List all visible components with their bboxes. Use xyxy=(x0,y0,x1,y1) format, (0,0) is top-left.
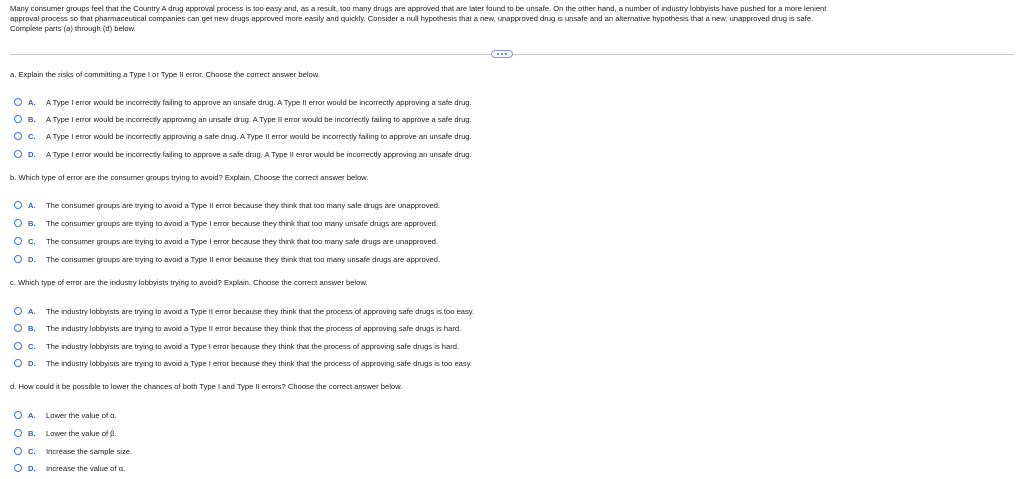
radio-button[interactable] xyxy=(14,464,22,472)
question-d-option-c[interactable] xyxy=(14,445,132,457)
option-letter: B. xyxy=(28,428,36,438)
option-text: The industry lobbyists are trying to avoid a Type II error because they think that the process of approving safe drugs is too easy. xyxy=(46,306,475,316)
option-text: A Type I error would be incorrectly failing to approve an unsafe drug. A Type II error would be incorrectly approving a safe drug. xyxy=(46,97,472,107)
option-text: Increase the value of α. xyxy=(46,463,126,473)
option-text: The industry lobbyists are trying to avoid a Type I error because they think that the process of approving safe drugs is hard. xyxy=(46,341,460,351)
option-text: The consumer groups are trying to avoid a Type I error because they think that too many unsafe drugs are approved. xyxy=(46,218,439,228)
problem-statement xyxy=(10,4,1015,34)
option-letter: A. xyxy=(28,97,36,107)
question-b-prompt: b. Which type of error are the consumer groups trying to avoid? Explain. Choose the correct answer below. xyxy=(10,173,369,182)
option-letter: B. xyxy=(28,114,36,124)
question-c-option-a[interactable] xyxy=(14,305,474,317)
option-text: A Type I error would be incorrectly approving a safe drug. A Type II error would be incorrectly failing to approve an unsafe drug. xyxy=(46,131,472,141)
radio-button[interactable] xyxy=(14,219,22,227)
option-letter: A. xyxy=(28,200,36,210)
option-letter: D. xyxy=(28,149,36,159)
option-text: Increase the sample size. xyxy=(46,446,133,456)
option-letter: C. xyxy=(28,236,36,246)
question-d-option-b[interactable] xyxy=(14,427,117,439)
option-letter: A. xyxy=(28,306,36,316)
option-text: A Type I error would be incorrectly failing to approve a safe drug. A Type II error would be incorrectly approving an unsafe drug. xyxy=(46,149,472,159)
question-c-option-b[interactable] xyxy=(14,322,461,334)
question-d-option-d[interactable] xyxy=(14,462,125,474)
question-a-option-d[interactable] xyxy=(14,148,472,160)
option-text: The consumer groups are trying to avoid a Type II error because they think that too many unsafe drugs are approved. xyxy=(46,254,441,264)
question-d-option-a[interactable] xyxy=(14,409,117,421)
option-letter: C. xyxy=(28,131,36,141)
radio-button[interactable] xyxy=(14,115,22,123)
radio-button[interactable] xyxy=(14,132,22,140)
option-letter: D. xyxy=(28,463,36,473)
option-text: Lower the value of α. xyxy=(46,410,117,420)
problem-line-2: approval process so that pharmaceutical companies can get new drugs approved more easily and quickly. Consider a null hypothesis that a new, unapproved drug is unsafe and an alternative hypothesis that a new, unapproved drug is safe. xyxy=(10,14,814,23)
question-a-prompt: a. Explain the risks of committing a Type I or Type II error. Choose the correct answer below. xyxy=(10,70,320,79)
radio-button[interactable] xyxy=(14,324,22,332)
question-b-option-b[interactable] xyxy=(14,217,438,229)
problem-line-3: Complete parts (a) through (d) below. xyxy=(10,24,136,33)
option-text: The industry lobbyists are trying to avoid a Type I error because they think that the process of approving safe drugs is too easy. xyxy=(46,358,473,368)
radio-button[interactable] xyxy=(14,201,22,209)
expand-more-button[interactable] xyxy=(491,50,513,58)
ellipsis-icon xyxy=(497,53,507,55)
question-d-prompt: d. How could it be possible to lower the chances of both Type I and Type II errors? Choose the correct answer below. xyxy=(10,382,403,391)
radio-button[interactable] xyxy=(14,411,22,419)
problem-line-1: Many consumer groups feel that the Country A drug approval process is too easy and, as a result, too many drugs are approved that are later found to be unsafe. On the other hand, a number of industry lobbyists have pushed for a more lenient xyxy=(10,4,827,13)
radio-button[interactable] xyxy=(14,359,22,367)
radio-button[interactable] xyxy=(14,237,22,245)
question-c-prompt: c. Which type of error are the industry lobbyists trying to avoid? Explain. Choose the correct answer below. xyxy=(10,278,368,287)
radio-button[interactable] xyxy=(14,255,22,263)
option-text: The consumer groups are trying to avoid a Type II error because they think that too many safe drugs are unapproved. xyxy=(46,200,441,210)
option-text: The industry lobbyists are trying to avoid a Type II error because they think that the process of approving safe drugs is hard. xyxy=(46,323,462,333)
option-letter: C. xyxy=(28,446,36,456)
radio-button[interactable] xyxy=(14,150,22,158)
option-letter: B. xyxy=(28,218,36,228)
option-letter: B. xyxy=(28,323,36,333)
option-letter: C. xyxy=(28,341,36,351)
question-a-option-c[interactable] xyxy=(14,130,472,142)
option-text: Lower the value of β. xyxy=(46,428,117,438)
question-a-option-b[interactable] xyxy=(14,113,472,125)
option-letter: A. xyxy=(28,410,36,420)
question-c-option-c[interactable] xyxy=(14,340,459,352)
radio-button[interactable] xyxy=(14,307,22,315)
option-letter: D. xyxy=(28,358,36,368)
question-b-option-c[interactable] xyxy=(14,235,438,247)
question-c-option-d[interactable] xyxy=(14,357,472,369)
option-text: A Type I error would be incorrectly approving an unsafe drug. A Type II error would be incorrectly failing to approve a safe drug. xyxy=(46,114,472,124)
radio-button[interactable] xyxy=(14,98,22,106)
radio-button[interactable] xyxy=(14,342,22,350)
radio-button[interactable] xyxy=(14,447,22,455)
question-a-option-a[interactable] xyxy=(14,96,472,108)
option-text: The consumer groups are trying to avoid a Type I error because they think that too many safe drugs are unapproved. xyxy=(46,236,439,246)
question-b-option-d[interactable] xyxy=(14,253,440,265)
option-letter: D. xyxy=(28,254,36,264)
question-b-option-a[interactable] xyxy=(14,199,440,211)
radio-button[interactable] xyxy=(14,429,22,437)
